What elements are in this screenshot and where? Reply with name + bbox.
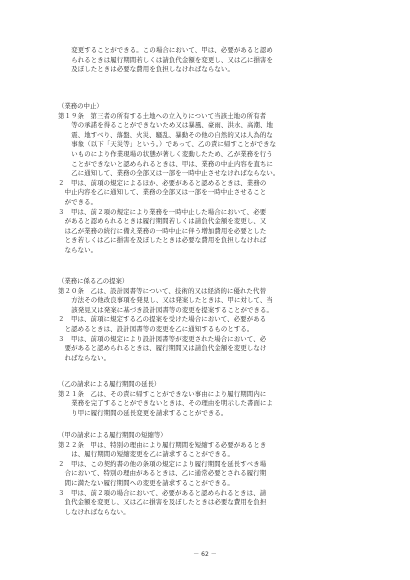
article-22 <box>58 431 358 517</box>
article-heading: （業務に係る乙の提案） <box>58 277 129 285</box>
article-21 <box>58 380 358 418</box>
text-line: 負代金額を変更し、又は乙に損害を及ぼしたときは必要な費用を負担 <box>64 498 267 507</box>
text-line: 間に満たない履行期間への変更を請求することができる。 <box>64 478 234 487</box>
text-line: 事象（以下「天災等」という。）であって、乙の責に帰すことができな <box>71 140 277 149</box>
text-line: 第１９条 第三者の所有する土地への立入りについて当該土地の所有者 <box>58 111 267 120</box>
text-line: ２ 甲は、この契約書の他の条項の規定により履行期間を延長すべき場 <box>58 459 267 468</box>
article-19 <box>58 102 358 256</box>
text-line: 乙に通知して、業務の全部又は一部を一時中止させなければならない。 <box>71 169 280 178</box>
text-line: 第２１条 乙は、その責に帰すことができない事由により履行期間内に <box>58 389 267 398</box>
continuation-paragraph <box>58 46 358 75</box>
text-line: ればならない。 <box>64 353 111 362</box>
text-line: いものにより作業現場の状態が著しく変動したため、乙が業務を行う <box>71 149 273 158</box>
text-line: があると認められるときは履行期間若しくは請負代金額を変更し、又 <box>64 217 267 226</box>
text-line: は、履行期間の短縮変更を乙に請求することができる。 <box>71 450 234 459</box>
text-line: 等の承諾を得ることができないため又は暴風、豪雨、洪水、高潮、地 <box>71 121 274 130</box>
article-20 <box>58 277 358 363</box>
text-line: 業務を完了することができないときは、その理由を明示した書面によ <box>71 399 274 408</box>
text-line: ならない。 <box>64 245 98 254</box>
text-line: と認めるときは、設計図書等の変更を乙に通知するものとする。 <box>64 324 254 333</box>
text-line: 震、地すべり、落盤、火災、騒乱、暴動その他の自然的又は人為的な <box>71 130 273 139</box>
page-number: － 62 － <box>193 551 217 558</box>
text-line: ３ 甲は、前２項の規定により業務を一時中止した場合において、必要 <box>58 207 267 216</box>
text-line: ３ 甲は、前２項の場合において、必要があると認められるときは、請 <box>58 488 267 497</box>
text-line: 方法その他改良事項を発見し、又は発案したときは、甲に対して、当 <box>71 296 273 305</box>
text-line: 及ぼしたときは必要な費用を負担しなければならない。 <box>71 65 234 74</box>
text-line: ２ 甲は、前項に規定する乙の提案を受けた場合において、必要がある <box>58 315 267 324</box>
article-heading: （乙の請求による履行期間の延長） <box>58 380 161 388</box>
text-line: は乙が業務の続行に備え業務の一時中止に伴う増加費用を必要とした <box>64 226 267 235</box>
text-line: 中止内容を乙に通知して、業務の全部又は一部を一時中止させること <box>64 188 267 197</box>
text-line: ができる。 <box>64 197 98 206</box>
text-line: 合において、特別の理由があるときは、乙に通常必要とされる履行期 <box>64 469 267 478</box>
text-line: 要があると認められるときは、履行期間又は請負代金額を変更しなけ <box>64 344 267 353</box>
text-line: ３ 甲は、前項の規定により設計図書等が変更された場合において、必 <box>58 334 267 343</box>
text-line: 変更することができる。この場合において、甲は、必要があると認め <box>71 46 273 54</box>
text-line: しなければならない。 <box>64 507 130 516</box>
text-line: られるときは履行期間若しくは請負代金額を変更し、又は乙に損害を <box>71 55 274 64</box>
text-line: 第２０条 乙は、設計図書等について、技術的又は経済的に優れた代替 <box>58 286 267 295</box>
article-heading: （業務の中止） <box>58 102 103 110</box>
text-line: 該発見又は発案に基づき設計図書等の変更を提案することができる。 <box>71 305 274 314</box>
text-line: ２ 甲は、前項の規定によるほか、必要があると認めるときは、業務の <box>58 178 267 187</box>
text-line: ことができないと認められるときは、甲は、業務の中止内容を直ちに <box>71 159 274 168</box>
text-line: とき若しくは乙に損害を及ぼしたときは必要な費用を負担しなければ <box>64 236 267 245</box>
article-heading: （甲の請求による履行期間の短縮等） <box>58 431 167 439</box>
text-line: り甲に履行期間の延長変更を請求することができる。 <box>71 408 228 417</box>
text-line: 第２２条 甲は、特別の理由により履行期間を短縮する必要があるとき <box>58 440 267 449</box>
